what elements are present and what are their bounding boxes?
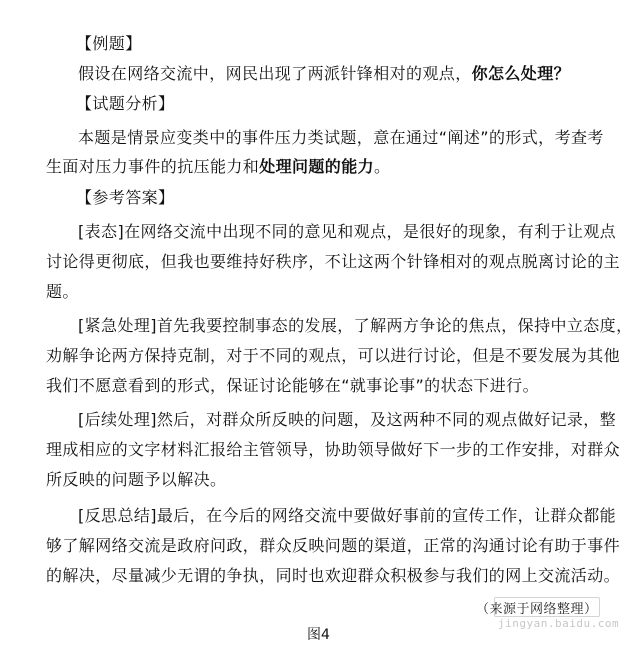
answer-p2-line-3: 我们不愿意看到的形式，保证讨论能够在“就事论事”的状态下进行。 [46, 376, 539, 395]
analysis-line-2 [46, 157, 638, 177]
answer-p1-line-1: [表态]在网络交流中出现不同的意见和观点，是很好的现象，有利于让观点 [78, 222, 617, 241]
figure-caption: 图4 [307, 627, 330, 643]
answer-p4-line-3: 的解决，尽量减少无谓的争执，同时也欢迎群众积极参与我们的网上交流活动。 [46, 566, 621, 585]
answer-p3-line-1: [后续处理]然后，对群众所反映的问题，及这两种不同的观点做好记录，整 [78, 410, 617, 429]
analysis-heading: 【试题分析】 [76, 94, 175, 113]
source-note: （来源于网络整理） [476, 602, 598, 617]
analysis-line-1: 本题是情景应变类中的事件压力类试题，意在通过“阐述”的形式，考查考 [78, 128, 604, 147]
analysis-line-2-end: 。 [374, 157, 391, 176]
answer-p1-line-3: 题。 [46, 282, 79, 301]
question-emphasis: 你怎么处理？ [471, 64, 571, 83]
question-text: 假设在网络交流中，网民出现了两派针锋相对的观点， [78, 64, 472, 83]
answer-p2-line-1: [紧急处理]首先我要控制事态的发展，了解两方争论的焦点，保持中立态度， [78, 316, 633, 335]
analysis-emphasis: 处理问题的能力 [259, 157, 375, 176]
answer-p4-line-2: 够了解网络交流是政府问政，群众反映问题的渠道，正常的沟通讨论有助于事件 [46, 536, 621, 555]
example-heading: 【例题】 [76, 34, 142, 53]
answer-p4-line-1: [反思总结]最后，在今后的网络交流中要做好事前的宣传工作，让群众都能 [78, 506, 617, 525]
answer-heading: 【参考答案】 [76, 188, 175, 207]
answer-p1-line-2: 讨论得更彻底，但我也要维持好秩序，不让这两个针锋相对的观点脱离讨论的主 [46, 252, 621, 271]
watermark-text: jingyan.baidu.com [498, 617, 620, 630]
answer-p3-line-2: 理成相应的文字材料汇报给主管领导，协助领导做好下一步的工作安排，对群众 [46, 440, 621, 459]
answer-p3-line-3: 所反映的问题予以解决。 [46, 470, 227, 489]
example-question [78, 64, 638, 84]
analysis-line-2-text: 生面对压力事件的抗压能力和 [46, 157, 260, 176]
answer-p2-line-2: 劝解争论两方保持克制，对于不同的观点，可以进行讨论，但是不要发展为其他 [46, 346, 621, 365]
